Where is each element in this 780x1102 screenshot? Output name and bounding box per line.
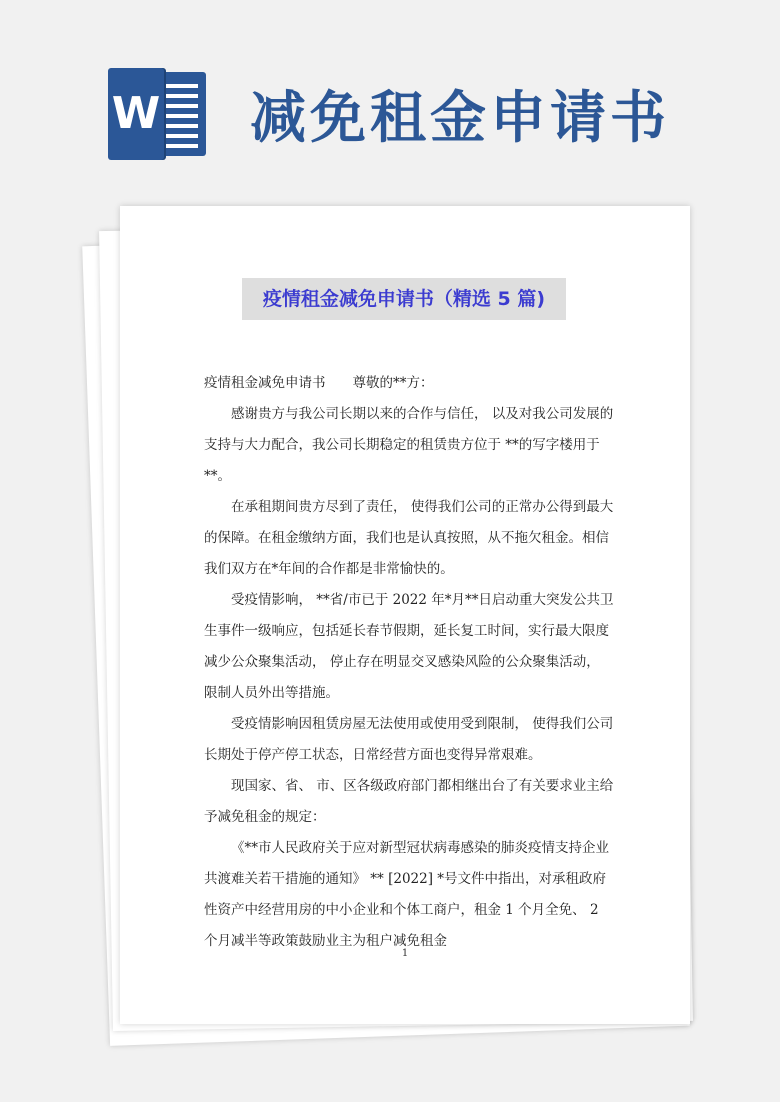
page-number: 1: [401, 948, 409, 959]
paragraph: 现国家、省、 市、区各级政府部门都相继出台了有关要求业主给予减免租金的规定：: [204, 778, 614, 825]
paragraph: 感谢贵方与我公司长期以来的合作与信任， 以及对我公司发展的支持与大力配合，我公司长期稳定的租赁贵方位于 **的写字楼用于**。: [204, 406, 614, 484]
paragraph: 《**市人民政府关于应对新型冠状病毒感染的肺炎疫情支持企业共渡难关若干措施的通知》 ** [2022] *号文件中指出，对承租政府性资产中经营用房的中小企业和个体工商户，租金 1 个月全免、 2 个月减半等政策鼓励业主为租户减免租金: [204, 840, 609, 949]
banner-title: 减免租金申请书: [250, 86, 670, 151]
paragraph: 受疫情影响， **省/市已于 2022 年*月**日启动重大突发公共卫生事件一级响应，包括延长春节假期，延长复工时间，实行最大限度减少公众聚集活动， 停止存在明显交叉感染风险的公众聚集活动， 限制人员外出等措施。: [204, 592, 614, 701]
banner: [0, 0, 780, 200]
document-title: 疫情租金减免申请书（精选 5 篇): [262, 288, 546, 310]
word-logo-icon: [108, 68, 208, 160]
paragraph: 在承租期间贵方尽到了责任， 使得我们公司的正常办公得到最大的保障。在租金缴纳方面，我们也是认真按照，从不拖欠租金。相信我们双方在*年间的合作都是非常愉快的。: [204, 499, 614, 577]
document-title-box: [242, 278, 566, 320]
paragraph: 受疫情影响因租赁房屋无法使用或使用受到限制， 使得我们公司长期处于停产停工状态，日常经营方面也变得异常艰难。: [204, 716, 614, 763]
paragraph-salutation: 疫情租金减免申请书 尊敬的**方：: [204, 375, 434, 391]
word-logo-letter: W: [108, 68, 164, 160]
document-body: [204, 368, 614, 957]
